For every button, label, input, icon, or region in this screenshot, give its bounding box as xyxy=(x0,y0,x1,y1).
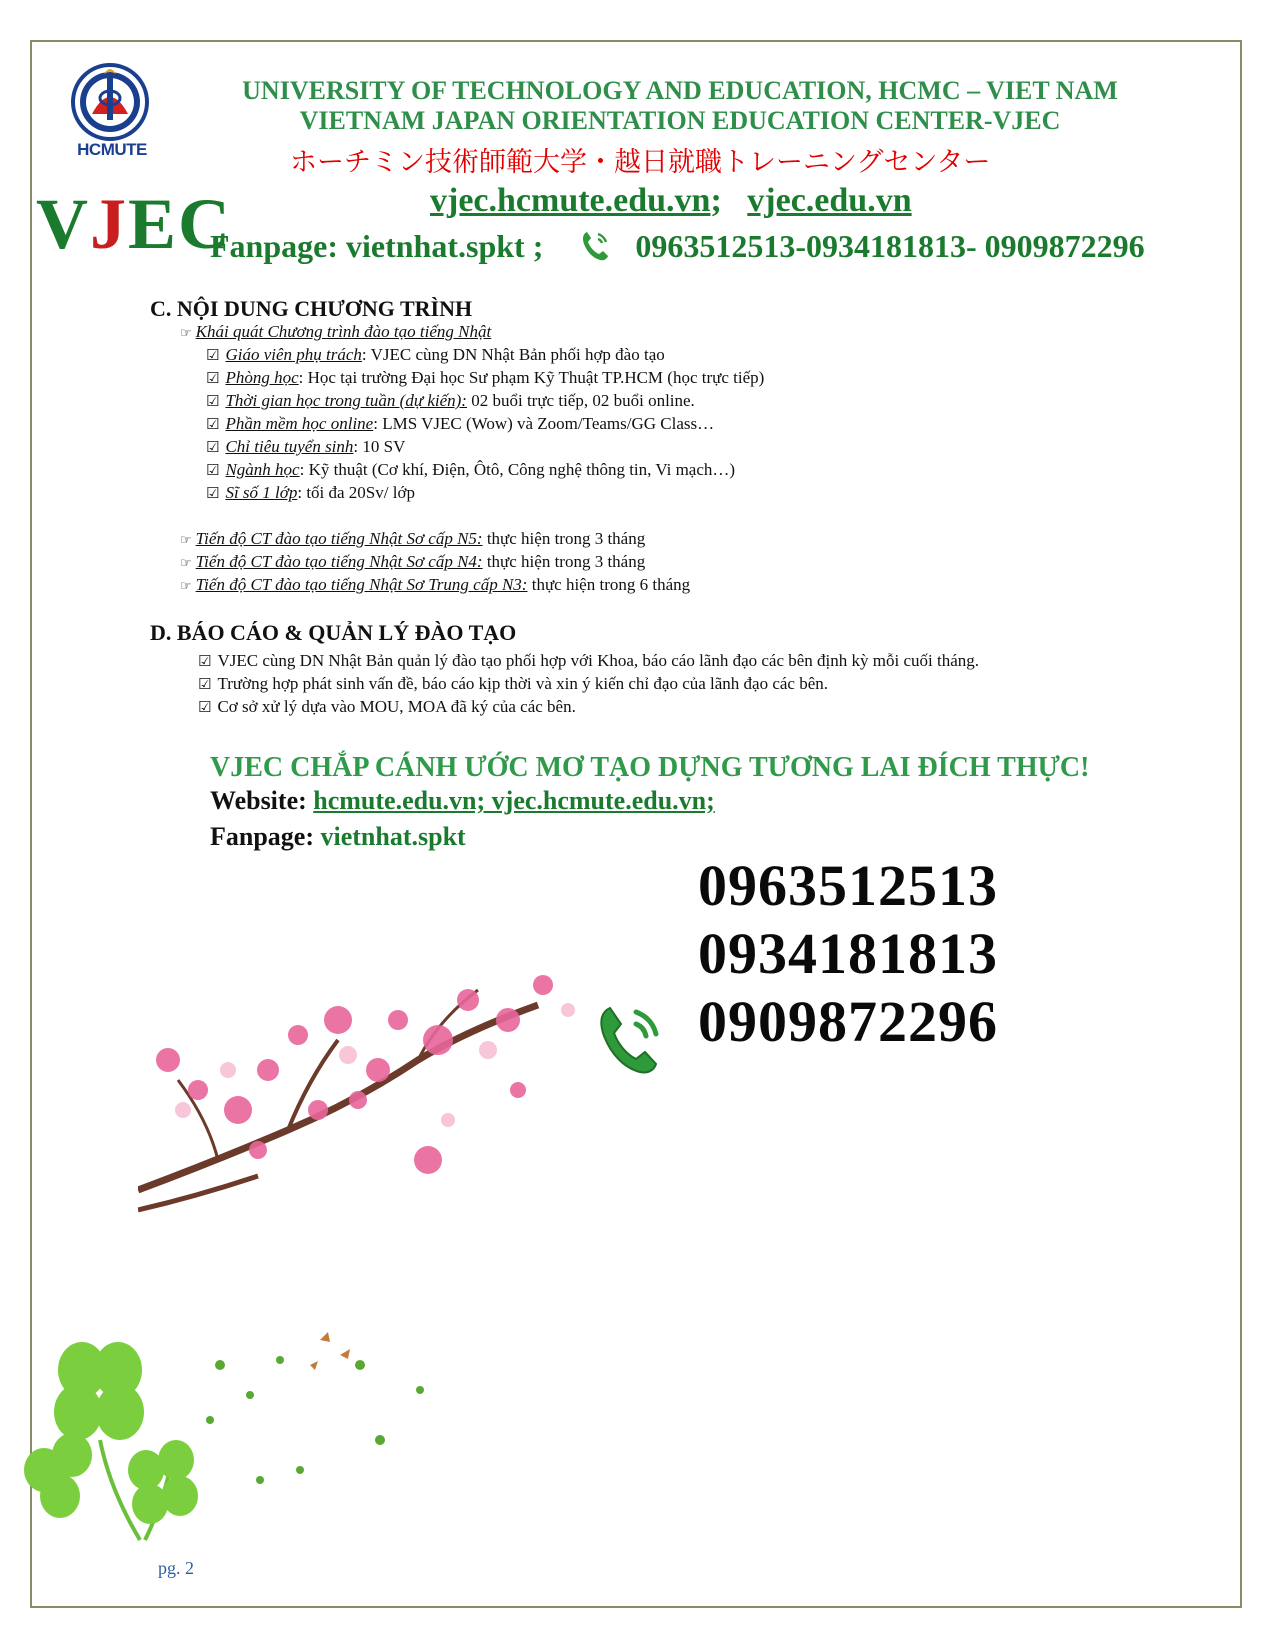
hcmute-logo-text: HCMUTE xyxy=(77,140,147,159)
header-fanpage-phones xyxy=(210,228,1145,271)
pointing-hand-icon: ☞ xyxy=(180,326,192,341)
header-fanpage: Fanpage: vietnhat.spkt ; xyxy=(210,228,544,264)
list-item xyxy=(206,437,405,457)
clover-illustration xyxy=(20,1320,460,1550)
report-item xyxy=(198,697,576,717)
progress-label: Tiến độ CT đào tạo tiếng Nhật Sơ cấp N4: xyxy=(195,552,483,571)
phone-number: 0909872296 xyxy=(698,989,998,1054)
fanpage-label: Fanpage: xyxy=(210,822,321,851)
fanpage-value[interactable]: vietnhat.spkt xyxy=(320,822,466,851)
pointing-hand-icon: ☞ xyxy=(180,579,192,594)
website-links[interactable]: hcmute.edu.vn; vjec.hcmute.edu.vn; xyxy=(313,786,715,815)
cherry-blossom-illustration xyxy=(138,960,598,1250)
item-text: : VJEC cùng DN Nhật Bản phối hợp đào tạo xyxy=(361,345,665,364)
progress-item xyxy=(180,552,645,572)
progress-item xyxy=(180,575,690,595)
list-item xyxy=(206,483,415,503)
checkbox-icon: ☑ xyxy=(206,438,220,456)
item-label: Phòng học xyxy=(225,368,299,387)
website-separator: ; xyxy=(710,182,722,219)
checkbox-icon: ☑ xyxy=(198,652,212,670)
checkbox-icon: ☑ xyxy=(206,484,220,502)
vjec-logo: VJEC xyxy=(36,184,233,264)
header-university: UNIVERSITY OF TECHNOLOGY AND EDUCATION, HCMC – VIET NAM xyxy=(242,76,1118,105)
item-label: Phần mềm học online xyxy=(225,414,374,433)
checkbox-icon: ☑ xyxy=(206,461,220,479)
report-item xyxy=(198,651,979,671)
phone-icon xyxy=(596,1000,666,1080)
checkbox-icon: ☑ xyxy=(206,346,220,364)
checkbox-icon: ☑ xyxy=(198,698,212,716)
header-center: VIETNAM JAPAN ORIENTATION EDUCATION CENTER-VJEC xyxy=(299,106,1061,135)
section-c-title: C. NỘI DUNG CHƯƠNG TRÌNH xyxy=(150,296,473,321)
overview-label: Khái quát Chương trình đào tạo tiếng Nhật xyxy=(195,322,492,341)
progress-label: Tiến độ CT đào tạo tiếng Nhật Sơ Trung cấp N3: xyxy=(195,575,528,594)
progress-label: Tiến độ CT đào tạo tiếng Nhật Sơ cấp N5: xyxy=(195,529,483,548)
item-text: 02 buổi trực tiếp, 02 buổi online. xyxy=(466,391,695,410)
hcmute-logo-icon xyxy=(70,62,150,142)
item-label: Thời gian học trong tuần (dự kiến): xyxy=(225,391,467,410)
checkbox-icon: ☑ xyxy=(206,369,220,387)
item-text: : 10 SV xyxy=(353,437,406,456)
slogan: VJEC CHẮP CÁNH ƯỚC MƠ TẠO DỰNG TƯƠNG LAI ĐÍCH THỰC! xyxy=(210,752,1090,783)
report-text: Trường hợp phát sinh vấn đề, báo cáo kịp thời và xin ý kiến chỉ đạo của lãnh đạo các bên. xyxy=(217,674,829,693)
website-label: Website: xyxy=(210,786,314,815)
header-websites xyxy=(430,182,912,220)
header-japanese: ホーチミン技術師範大学・越日就職トレーニングセンター xyxy=(290,147,991,178)
item-text: : Kỹ thuật (Cơ khí, Điện, Ôtô, Công nghệ thông tin, Vi mạch…) xyxy=(299,460,736,479)
item-label: Ngành học xyxy=(225,460,300,479)
website-line xyxy=(210,786,715,816)
section-d-title: D. BÁO CÁO & QUẢN LÝ ĐÀO TẠO xyxy=(150,620,517,645)
list-item xyxy=(206,345,665,365)
pointing-hand-icon: ☞ xyxy=(180,556,192,571)
header-phone-numbers: 0963512513-0934181813- 0909872296 xyxy=(635,228,1145,264)
checkbox-icon: ☑ xyxy=(206,415,220,433)
website-link-vjec[interactable]: vjec.edu.vn xyxy=(747,182,912,219)
phone-number: 0963512513 xyxy=(698,853,998,918)
item-text: : LMS VJEC (Wow) và Zoom/Teams/GG Class… xyxy=(373,414,715,433)
phone-number: 0934181813 xyxy=(698,921,998,986)
report-text: VJEC cùng DN Nhật Bản quản lý đào tạo phối hợp với Khoa, báo cáo lãnh đạo các bên định kỳ mỗi cuối tháng. xyxy=(217,651,980,670)
report-item xyxy=(198,674,828,694)
item-label: Giáo viên phụ trách xyxy=(225,345,362,364)
item-text: : Học tại trường Đại học Sư phạm Kỹ Thuật TP.HCM (học trực tiếp) xyxy=(298,368,765,387)
progress-item xyxy=(180,529,645,549)
progress-text: thực hiện trong 3 tháng xyxy=(482,529,646,548)
progress-text: thực hiện trong 3 tháng xyxy=(482,552,646,571)
checkbox-icon: ☑ xyxy=(206,392,220,410)
item-text: : tối đa 20Sv/ lớp xyxy=(297,483,415,502)
checkbox-icon: ☑ xyxy=(198,675,212,693)
website-link-vjec-hcmute[interactable]: vjec.hcmute.edu.vn xyxy=(430,182,711,219)
progress-text: thực hiện trong 6 tháng xyxy=(527,575,691,594)
list-item xyxy=(206,368,764,388)
page-number: pg. 2 xyxy=(158,1558,194,1578)
phone-icon xyxy=(579,229,611,271)
list-item xyxy=(206,460,735,480)
item-label: Chỉ tiêu tuyển sinh xyxy=(225,437,354,456)
report-text: Cơ sở xử lý dựa vào MOU, MOA đã ký của các bên. xyxy=(217,697,576,716)
list-item xyxy=(206,391,695,411)
pointing-hand-icon: ☞ xyxy=(180,533,192,548)
fanpage-line xyxy=(210,822,466,852)
overview-line xyxy=(180,322,491,342)
list-item xyxy=(206,414,714,434)
item-label: Sĩ số 1 lớp xyxy=(225,483,298,502)
